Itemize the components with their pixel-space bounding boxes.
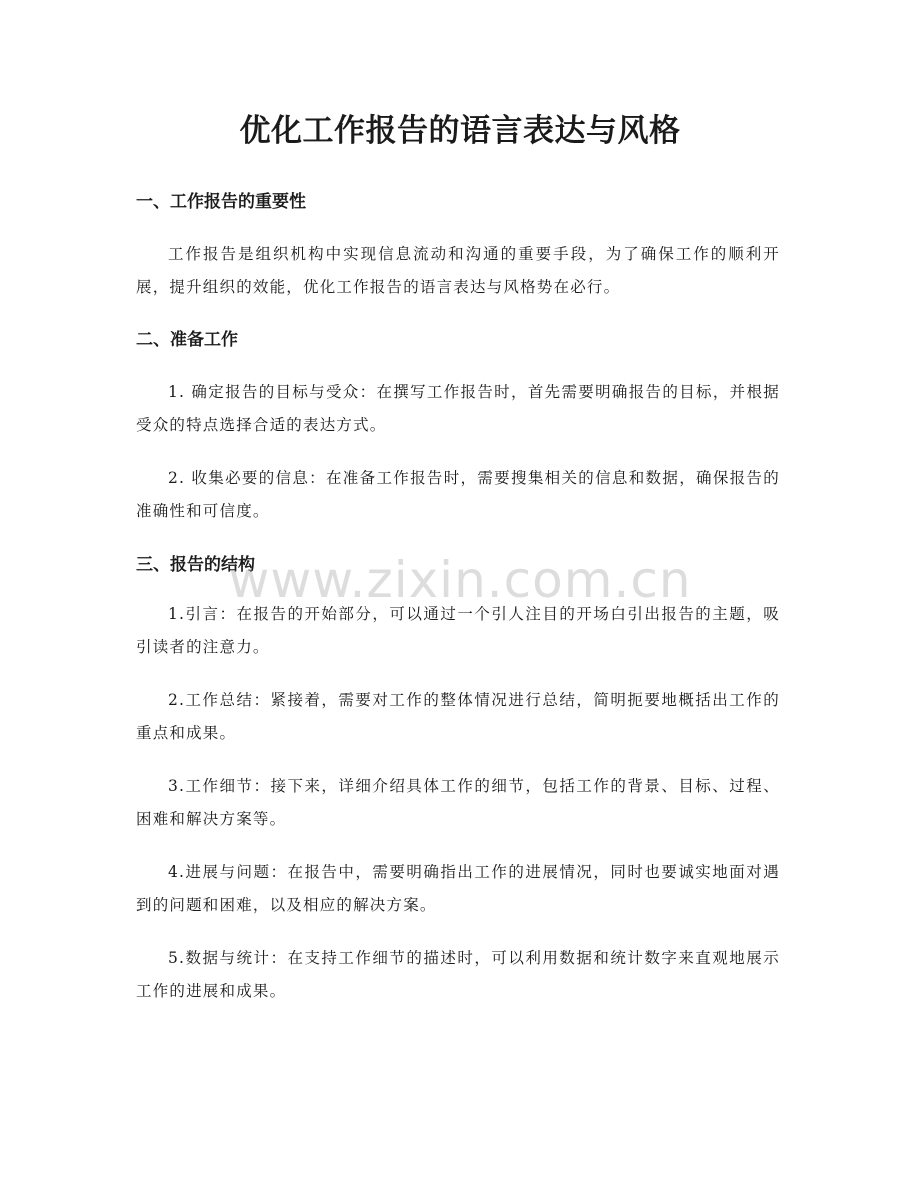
document-title: 优化工作报告的语言表达与风格 <box>239 113 681 149</box>
paragraph-structure-progress: 4.进展与问题：在报告中，需要明确指出工作的进展情况，同时也要诚实地面对遇到的问题和困难，以及相应的解决方案。 <box>136 863 780 914</box>
paragraph-importance: 工作报告是组织机构中实现信息流动和沟通的重要手段，为了确保工作的顺利开展，提升组织的效能，优化工作报告的语言表达与风格势在必行。 <box>136 245 780 296</box>
section-heading-structure: 三、报告的结构 <box>136 555 255 575</box>
paragraph-structure-intro: 1.引言：在报告的开始部分，可以通过一个引人注目的开场白引出报告的主题，吸引读者的注意力。 <box>136 605 780 656</box>
paragraph-structure-summary: 2.工作总结：紧接着，需要对工作的整体情况进行总结，简明扼要地概括出工作的重点和成果。 <box>136 691 780 742</box>
section-heading-importance: 一、工作报告的重要性 <box>136 192 306 212</box>
paragraph-structure-data: 5.数据与统计：在支持工作细节的描述时，可以利用数据和统计数字来直观地展示工作的进展和成果。 <box>136 949 780 1000</box>
section-heading-preparation: 二、准备工作 <box>136 330 238 350</box>
paragraph-prep-info: 2. 收集必要的信息：在准备工作报告时，需要搜集相关的信息和数据，确保报告的准确性和可信度。 <box>136 469 780 520</box>
watermark: www.zixin.com.cn <box>228 551 692 609</box>
paragraph-prep-goal: 1. 确定报告的目标与受众：在撰写工作报告时，首先需要明确报告的目标，并根据受众的特点选择合适的表达方式。 <box>136 383 780 434</box>
paragraph-structure-details: 3.工作细节：接下来，详细介绍具体工作的细节，包括工作的背景、目标、过程、困难和解决方案等。 <box>136 777 780 828</box>
